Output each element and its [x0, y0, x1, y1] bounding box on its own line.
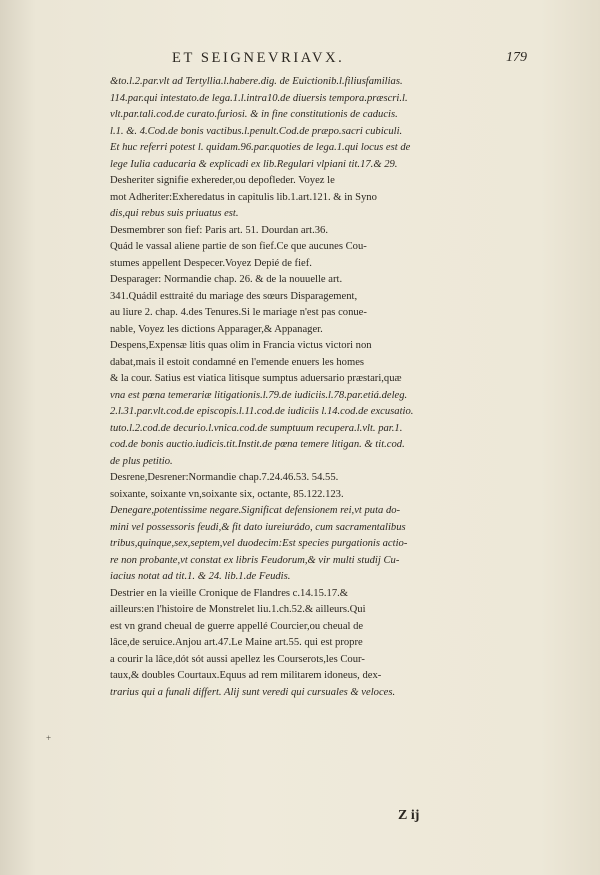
text-line: Destrier en la vieille Cronique de Flandres c.14.15.17.&: [110, 587, 349, 599]
margin-mark: +: [46, 733, 52, 743]
text-line: Denegare,potentissime negare.Significat defensionem rei,vt puta do-: [110, 505, 401, 516]
text-line: cod.de bonis auctio.iudicis.tit.Instit.de pœna temere litigan. & tit.cod.: [110, 439, 405, 450]
text-line: au liure 2. chap. 4.des Tenures.Si le mariage n'est pas conue-: [110, 307, 367, 318]
text-line: a courir la lâce,dót sót aussi apellez les Courserots,les Cour-: [110, 653, 365, 665]
text-line: vna est pœna temerariæ litigationis.l.79.de iudiciis.l.78.par.etiá.deleg.: [110, 389, 408, 401]
text-line: mot Adheriter:Exheredatus in capitulis lib.1.art.121. & in Syno: [110, 191, 377, 203]
text-line: Despens,Expensæ litis quas olim in Francia victus victori non: [110, 340, 372, 351]
text-line: 114.par.qui intestato.de lega.1.l.intra10.de diuersis tempora.præscri.l.: [110, 92, 408, 104]
text-line: 2.l.31.par.vlt.cod.de episcopis.l.11.cod.de iudiciis l.14.cod.de excusatio.: [110, 406, 414, 417]
text-line: lâce,de seruice.Anjou art.47.Le Maine art.55. qui est propre: [110, 637, 363, 648]
text-line: soixante, soixante vn,soixante six, octante, 85.122.123.: [110, 488, 344, 500]
text-line: vlt.par.tali.cod.de curato.furiosi. & in fine constitutionis de caducis.: [110, 109, 398, 120]
text-line: trarius qui a funali differt. Alij sunt veredi qui cursuales & veloces.: [110, 686, 396, 698]
text-line: tuto.l.2.cod.de decurio.l.vnica.cod.de sumptuum recupera.l.vlt. par.1.: [110, 422, 403, 434]
text-line: taux,& doubles Courtaux.Equus ad rem militarem idoneus, dex-: [110, 670, 382, 681]
page-number: 179: [506, 50, 527, 65]
text-line: mini vel possessoris feudi,& fit dato iureiurádo, cum sacramentalibus: [110, 521, 406, 533]
text-line: tribus,quinque,sex,septem,vel duodecim:Est species purgationis actio-: [110, 538, 408, 549]
text-line: iacius notat ad tit.1. & 24. lib.1.de Feudis.: [110, 571, 291, 582]
text-line: & la cour. Satius est viatica litisque sumptus aduersario præstari,quæ: [110, 373, 402, 384]
text-line: ailleurs:en l'histoire de Monstrelet liu.1.ch.52.& ailleurs.Qui: [110, 604, 366, 615]
text-block: [110, 74, 506, 701]
text-line: dis,qui rebus suis priuatus est.: [110, 208, 239, 219]
text-line: nable, Voyez les dictions Apparager,& Appanager.: [110, 323, 323, 335]
text-line: stumes appellent Despecer.Voyez Depié de fief.: [110, 257, 312, 269]
signature-mark: Z ij: [398, 808, 420, 823]
text-line: lege Iulia caducaria & explicadi ex lib.Regulari vlpiani tit.17.& 29.: [110, 158, 398, 170]
text-line: de plus petitio.: [110, 455, 173, 467]
text-line: re non probante,vt constat ex libris Feudorum,& vir multi studij Cu-: [110, 554, 400, 566]
text-line: Desrene,Desrener:Normandie chap.7.24.46.53. 54.55.: [110, 472, 339, 483]
text-line: Et huc referri potest l. quidam.96.par.quoties de lega.1.qui locus est de: [110, 142, 411, 153]
text-line: dabat,mais il estoit condamné en l'emende enuers les homes: [110, 356, 365, 368]
text-line: Desmembrer son fief: Paris art. 51. Dourdan art.36.: [110, 224, 328, 236]
text-line: &to.l.2.par.vlt ad Tertyllia.l.habere.dig. de Euictionib.l.filiusfamilias.: [110, 76, 403, 87]
text-line: Desheriter signifie exhereder,ou depofleder. Voyez le: [110, 175, 335, 186]
text-line: Desparager: Normandie chap. 26. & de la nouuelle art.: [110, 274, 343, 285]
text-line: est vn grand cheual de guerre appellé Courcier,ou cheual de: [110, 620, 364, 632]
text-line: Quád le vassal aliene partie de son fief.Ce que aucunes Cou-: [110, 241, 367, 252]
running-title: ET SEIGNEVRIAVX.: [172, 50, 345, 66]
text-line: l.1. &. 4.Cod.de bonis vactibus.l.penult.Cod.de præpo.sacri cubiculi.: [110, 125, 403, 137]
text-line: 341.Quádil esttraité du mariage des sœurs Disparagement,: [110, 290, 358, 302]
